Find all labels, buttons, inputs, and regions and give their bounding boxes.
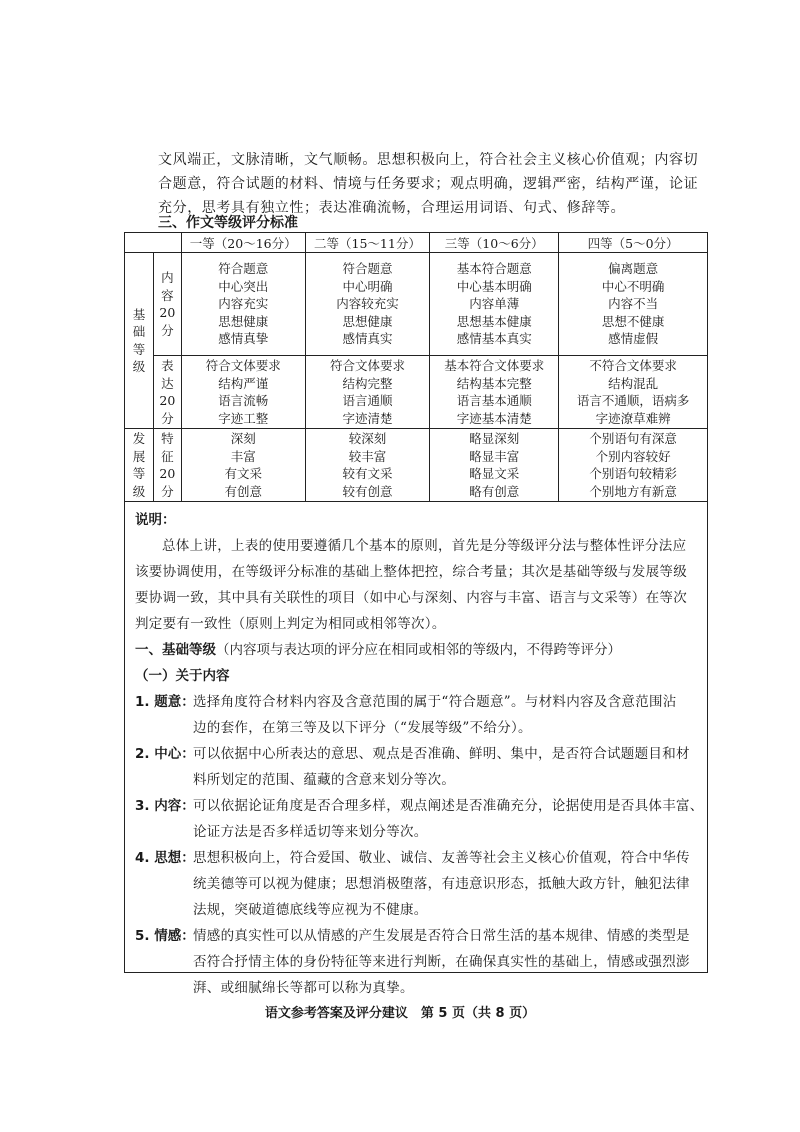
notes-box (124, 502, 708, 996)
note-item-topic: 1. 题意： 选择角度符合材料内容及含意范围的属于“符合题意”。与材料内容及含意范围沾 边的套作，在第三等及以下评分（“发展等级”不给分）。 (135, 689, 699, 741)
basic-level-label: 基 础 等 级 (125, 253, 154, 429)
section-title-essay-grading: 三、作文等级评分标准 (158, 215, 298, 231)
content-label: 内 容 20 分 (153, 253, 181, 356)
notes-title: 说明： (135, 512, 176, 528)
content-grade-4-cell: 偏离题意 中心不明确 内容不当 思想不健康 感情虚假 (559, 253, 708, 356)
content-grade-1-cell: 符合题意 中心突出 内容充实 思想健康 感情真挚 (181, 253, 305, 356)
note-item-label: 1. 题意： (135, 694, 195, 710)
development-level-label: 发 展 等 级 (125, 429, 154, 502)
feature-grade-1-cell: 深刻 丰富 有文采 有创意 (181, 429, 305, 502)
intro-line: 文风端正，文脉清晰，文气顺畅。思想积极向上，符合社会主义核心价值观；内容切 (158, 152, 699, 168)
content-grade-3-cell: 基本符合题意 中心基本明确 内容单薄 思想基本健康 感情基本真实 (430, 253, 559, 356)
intro-line: 充分，思考具有独立性；表达准确流畅，合理运用词语、句式、修辞等。 (158, 200, 626, 216)
intro-line: 合题意，符合试题的材料、情境与任务要求；观点明确，逻辑严密，结构严谨，论证 (158, 176, 699, 192)
note-item-label: 3. 内容： (135, 798, 195, 814)
header-grade-3: 三等（10～6分） (430, 233, 559, 253)
feature-grade-2-cell: 较深刻 较丰富 较有文采 较有创意 (305, 429, 430, 502)
section-basic-level-title: 一、基础等级 (135, 642, 216, 658)
header-grade-2: 二等（15～11分） (305, 233, 430, 253)
note-item-thought: 4. 思想： 思想积极向上，符合爱国、敬业、诚信、友善等社会主义核心价值观，符合中华传 统美德等可以视为健康；思想消极堕落，有违意识形态，抵触大政方针，触犯法律 法规，突破道德底线等应视为不健康。 (135, 845, 699, 923)
feature-grade-4-cell: 个别语句有深意 个别内容较好 个别语句较精彩 个别地方有新意 (559, 429, 708, 502)
header-blank-cell (125, 233, 182, 253)
note-item-label: 5. 情感： (135, 928, 195, 944)
table-row-expression (125, 356, 708, 429)
note-item-center: 2. 中心： 可以依据中心所表达的意思、观点是否准确、鲜明、集中，是否符合试题题目和材 料所划定的范围、蕴藏的含意来划分等次。 (135, 741, 699, 793)
subsection-content: （一）关于内容 (135, 668, 230, 684)
table-row-feature (125, 429, 708, 502)
note-item-label: 2. 中心： (135, 746, 195, 762)
page-footer: 语文参考答案及评分建议 第 5 页（共 8 页） (264, 1006, 536, 1021)
table-header-row (125, 233, 708, 253)
note-item-content: 3. 内容： 可以依据论证角度是否合理多样，观点阐述是否准确充分，论据使用是否具体丰富、 论证方法是否多样适切等来划分等次。 (135, 793, 699, 845)
section-basic-level-note: （内容项与表达项的评分应在相同或相邻的等级内，不得跨等评分） (216, 642, 621, 658)
note-item-label: 4. 思想： (135, 850, 195, 866)
expression-grade-4-cell: 不符合文体要求 结构混乱 语言不通顺，语病多 字迹潦草难辨 (559, 356, 708, 429)
essay-grading-table (124, 232, 708, 502)
expression-grade-1-cell: 符合文体要求 结构严谨 语言流畅 字迹工整 (181, 356, 305, 429)
table-row-content (125, 253, 708, 356)
expression-label: 表 达 20 分 (153, 356, 181, 429)
content-grade-2-cell: 符合题意 中心明确 内容较充实 思想健康 感情真实 (305, 253, 430, 356)
header-grade-1: 一等（20～16分） (181, 233, 305, 253)
feature-grade-3-cell: 略显深刻 略显丰富 略显文采 略有创意 (430, 429, 559, 502)
expression-grade-2-cell: 符合文体要求 结构完整 语言通顺 字迹清楚 (305, 356, 430, 429)
notes-paragraph: 总体上讲，上表的使用要遵循几个基本的原则，首先是分等级评分法与整体性评分法应 该要协调使用，在等级评分标准的基础上整体把控，综合考量；其次是基础等级与发展等级 要协调一致，其中具有关联性的项目（如中心与深刻、内容与丰富、语言与文采等）在等次 判定要有一致性（原则上判定为相同或相邻等次）。 (135, 538, 687, 632)
feature-label: 特 征 20 分 (153, 429, 181, 502)
section-basic-level (135, 637, 699, 663)
header-grade-4: 四等（5～0分） (559, 233, 708, 253)
intro-paragraph (158, 148, 699, 220)
expression-grade-3-cell: 基本符合文体要求 结构基本完整 语言基本通顺 字迹基本清楚 (430, 356, 559, 429)
note-item-emotion: 5. 情感： 情感的真实性可以从情感的产生发展是否符合日常生活的基本规律、情感的类型是 否符合抒情主体的身份特征等来进行判断，在确保真实性的基础上，情感或强烈澎 湃、或细腻绵长等都可以称为真挚。 (135, 923, 699, 1001)
